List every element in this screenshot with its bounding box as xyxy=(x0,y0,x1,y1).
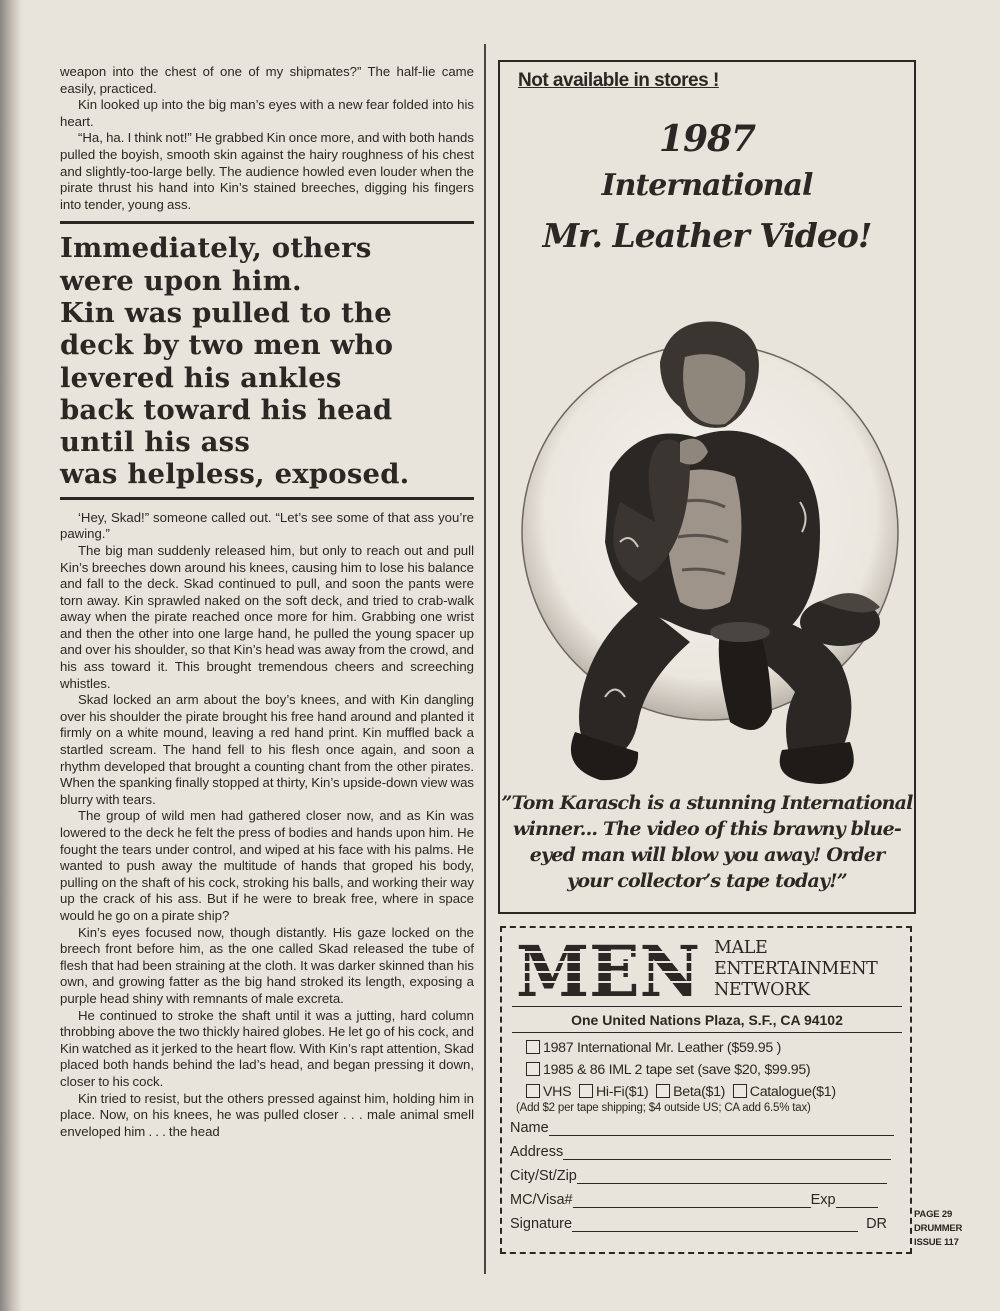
field-label: MC/Visa# xyxy=(510,1192,573,1208)
option-label: Beta($1) xyxy=(673,1084,726,1100)
network-name xyxy=(714,938,877,1001)
shipping-note: (Add $2 per tape shipping; $4 outside US; CA add 6.5% tax) xyxy=(516,1102,811,1114)
story-paragraph: Kin tried to resist, but the others pressed against him, holding him in place. Now, on his knees, he was pulled closer . . . male animal smell enveloped him . . . the head xyxy=(60,1090,474,1139)
ad-quote-line: winner... The video of this brawny blue- xyxy=(513,818,901,840)
field-label: Signature xyxy=(510,1216,573,1232)
video-advertisement xyxy=(498,60,916,914)
story-paragraph: The group of wild men had gathered closer now, and as Kin was lowered to the deck he felt the press of bodies and hands upon him. He fought the tears under control, and wiped at his face with his palms. He wanted to push away the multitude of hands that groped his body, pulling on the shaft of his cock, stroking his balls, and working their way up the crack of his ass. But if he were to break free, where in space would he go on a pirate ship? xyxy=(60,808,474,923)
issue-number: ISSUE 117 xyxy=(914,1237,959,1248)
story-paragraph: “Ha, ha. I think not!” He grabbed Kin once more, and with both hands pulled the boyish, smooth skin against the hairy roughness of his chest and slightly-too-large belly. The audience howled even louder when the pirate thrust his hand into Kin’s stained breeches, digging his fingers into tender, young ass. xyxy=(60,130,474,212)
story-paragraph: The big man suddenly released him, but only to reach out and pull Kin’s breeches down around his knees, causing him to lose his balance and fall to the deck. Skad continued to pull, and soon the pants were torn away. Kin sprawled naked on the soft deck, and tried to crab-walk away when the pirate reached once more for him. Grabbing one wrist and then the other into one large hand, he pulled the young spacer up and over his shoulder, so that Kin’s head was away from the crowd, and his ass toward it. This brought tremendous cheers and screeching whistles. xyxy=(60,542,474,691)
pull-quote-line: Immediately, others xyxy=(60,232,372,265)
pull-quote-line: Kin was pulled to the xyxy=(60,296,392,329)
pull-quote-line: deck by two men who xyxy=(60,329,394,362)
pull-quote-line: levered his ankles xyxy=(60,361,342,394)
ad-headline-year: 1987 xyxy=(658,118,756,160)
story-paragraph: He continued to stroke the shaft until it was a jutting, hard column throbbing above the two thickly haired globes. He let go of his cock, and Kin watched as it jerked to the heart flow. With Kin’s rapt attention, Skad placed both hands behind the lad’s head, and began pressing it down, closer to his cock. xyxy=(60,1007,474,1089)
story-paragraph: weapon into the chest of one of my shipmates?” The half-lie came easily, practiced. xyxy=(60,64,474,96)
svg-text:MEN: MEN xyxy=(516,940,700,1000)
order-option-set xyxy=(526,1062,810,1078)
network-line: NETWORK xyxy=(714,980,810,1000)
field-label: DR xyxy=(866,1216,888,1232)
story-paragraph: Kin looked up into the big man’s eyes with a new fear folded into his heart. xyxy=(60,97,474,129)
checkbox-1987-iml[interactable] xyxy=(526,1040,540,1054)
checkbox-two-tape-set[interactable] xyxy=(526,1062,540,1076)
story-column xyxy=(60,64,474,1140)
ad-quote-line: eyed man will blow you away! Order xyxy=(529,844,885,866)
option-label: VHS xyxy=(543,1084,572,1100)
order-coupon xyxy=(500,926,912,1254)
story-paragraph: ‘Hey, Skad!” someone called out. “Let’s see some of that ass you’re pawing.” xyxy=(60,509,474,542)
pull-quote-line: until his ass xyxy=(60,426,251,459)
leatherman-illustration xyxy=(520,302,910,792)
name-field[interactable] xyxy=(510,1120,894,1136)
ad-quote-line: your collector’s tape today!” xyxy=(567,870,847,892)
network-line: MALE xyxy=(714,938,768,958)
option-label: Catalogue($1) xyxy=(749,1084,836,1100)
ad-testimonial-quote xyxy=(500,790,914,894)
page-spine-shadow xyxy=(0,0,22,1311)
network-line: ENTERTAINMENT xyxy=(714,959,878,979)
option-label: 1985 & 86 IML 2 tape set (save $20, $99.95) xyxy=(543,1062,811,1078)
order-option-1987 xyxy=(526,1040,781,1056)
pull-quote xyxy=(60,221,474,499)
checkbox-catalogue[interactable] xyxy=(733,1084,747,1098)
magazine-name: DRUMMER xyxy=(914,1223,963,1234)
pull-quote-line: back toward his head xyxy=(60,393,393,426)
page-number: 29 xyxy=(941,1209,953,1220)
checkbox-vhs[interactable] xyxy=(526,1084,540,1098)
format-options xyxy=(526,1084,836,1100)
column-divider xyxy=(484,44,486,1274)
men-logo xyxy=(516,940,700,1000)
ad-headline-line: Mr. Leather Video! xyxy=(542,216,872,255)
field-label: Address xyxy=(510,1144,564,1160)
story-paragraph: Skad locked an arm about the boy’s knees, and with Kin dangling over his shoulder the pirate brought his free hand around and planted it firmly on a white mound, leaving a red hand print. Kin muffled back a startled scream. The hand fell to his flesh once again, and soon a rhythm developed that brought a counting chant from the other pirates. When the spanking finally stopped at thirty, Kin’s upside-down view was blurry with tears. xyxy=(60,692,474,807)
divider xyxy=(512,1032,902,1033)
ad-quote-line: ”Tom Karasch is a stunning International xyxy=(501,792,913,814)
mailing-address: One United Nations Plaza, S.F., CA 94102 xyxy=(512,1006,902,1028)
field-label: Name xyxy=(510,1120,549,1136)
field-label: City/St/Zip xyxy=(510,1168,577,1184)
checkbox-hifi[interactable] xyxy=(579,1084,593,1098)
card-number-field[interactable] xyxy=(510,1192,878,1208)
signature-field[interactable] xyxy=(510,1216,887,1232)
ad-headline-line: International xyxy=(601,168,813,203)
page-label: PAGE xyxy=(914,1209,940,1220)
option-label: Hi-Fi($1) xyxy=(595,1084,649,1100)
option-label: 1987 International Mr. Leather ($59.95 ) xyxy=(543,1040,782,1056)
story-paragraph: Kin’s eyes focused now, though distantly. His gaze locked on the breech front before him, as the one called Skad released the tube of flesh that had been straining at the cloth. It was darker skinned than his own, and growing fatter as the big hand stroked its length, exposing a purple head shiny with remnants of male excreta. xyxy=(60,924,474,1006)
page-footer xyxy=(914,1208,962,1250)
ad-tagline: Not available in stores ! xyxy=(518,70,719,91)
checkbox-beta[interactable] xyxy=(656,1084,670,1098)
city-state-zip-field[interactable] xyxy=(510,1168,887,1184)
field-label: Exp xyxy=(810,1192,836,1208)
address-field[interactable] xyxy=(510,1144,891,1160)
pull-quote-line: were upon him. xyxy=(60,264,302,297)
pull-quote-line: was helpless, exposed. xyxy=(60,458,410,491)
